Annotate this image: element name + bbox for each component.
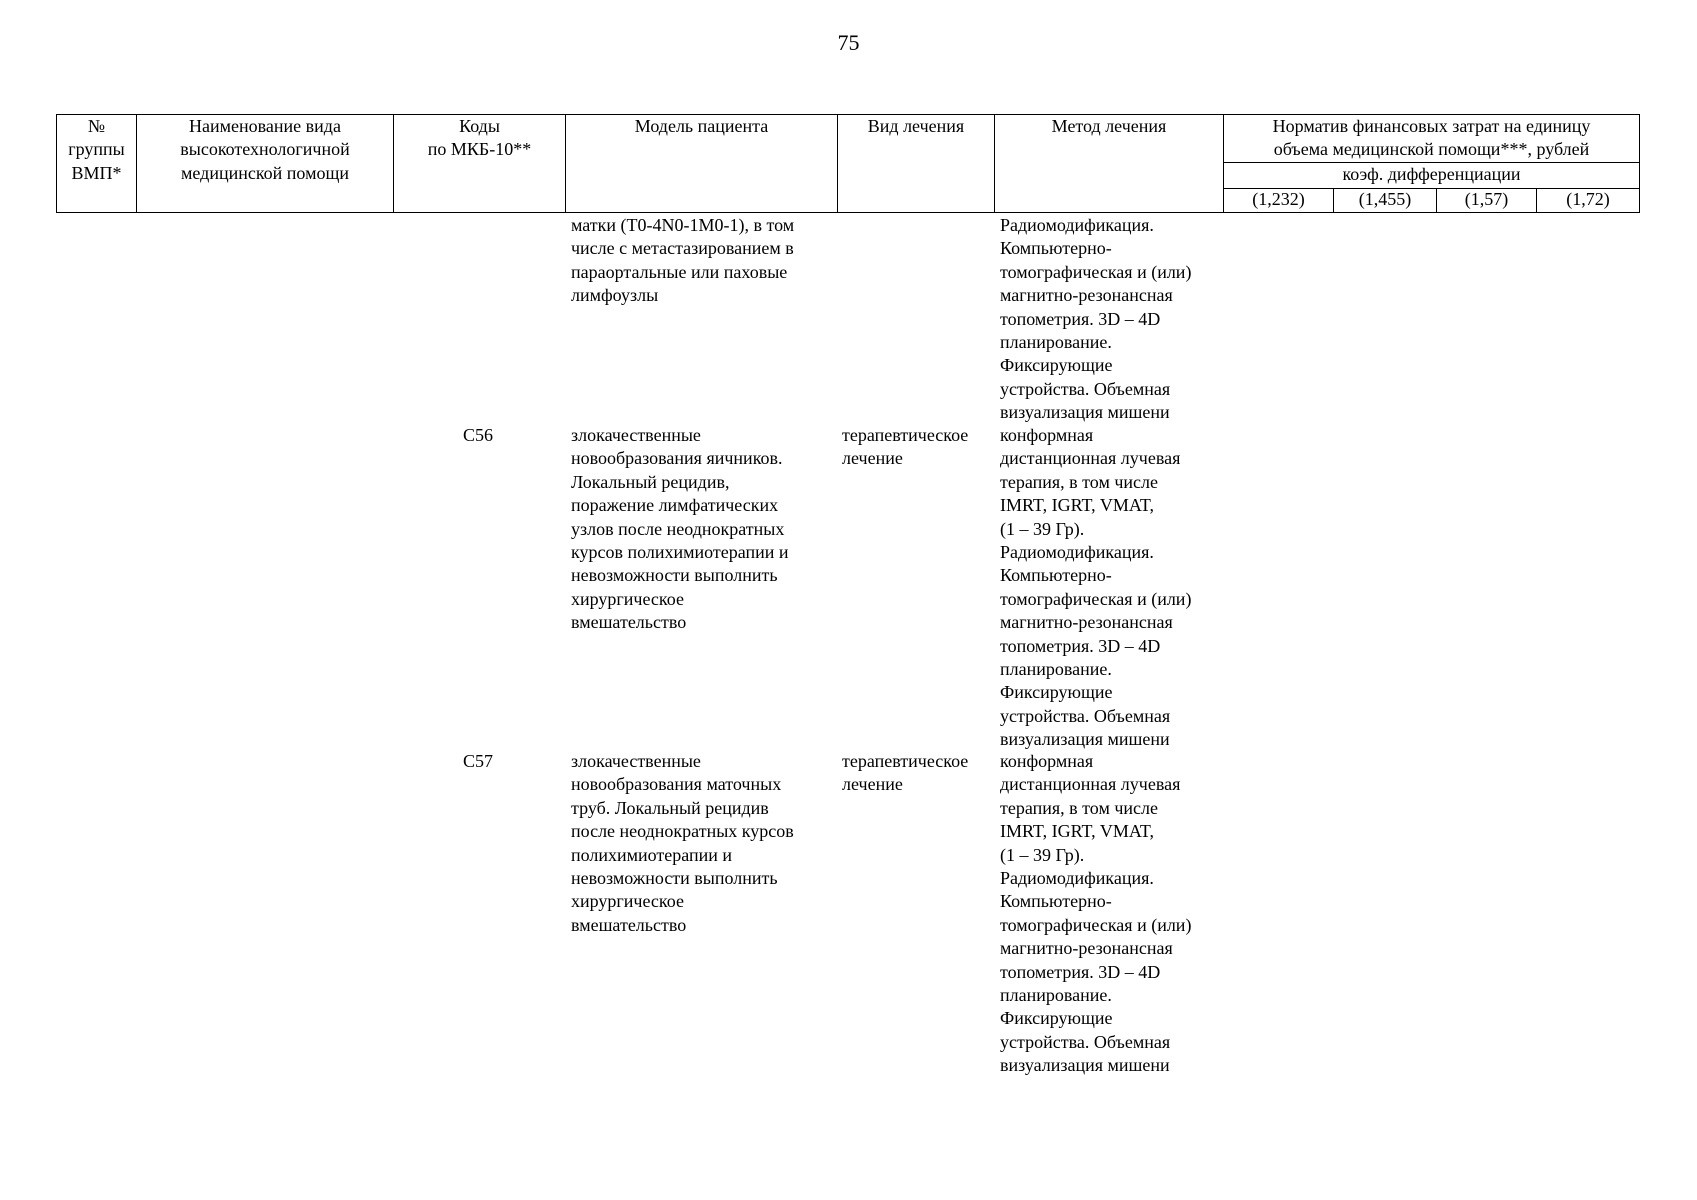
continuation-patient-model: матки (T0-4N0-1M0-1), в том числе с метастазированием в параортальные или паховые лимфоузлы bbox=[571, 215, 795, 306]
header-care-name: Наименование вида высокотехнологичной медицинской помощи bbox=[137, 115, 394, 213]
row-icd-code: C56 bbox=[463, 425, 494, 445]
row-treatment-type: терапевтическое лечение bbox=[842, 751, 969, 795]
coef-value: (1,57) bbox=[1437, 188, 1537, 212]
header-patient-model: Модель пациента bbox=[566, 115, 838, 213]
header-cost-norm: Норматив финансовых затрат на единицу объема медицинской помощи***, рублей bbox=[1224, 115, 1640, 163]
row-icd-code: C57 bbox=[463, 751, 494, 771]
header-coef-label: коэф. дифференциации bbox=[1224, 163, 1640, 188]
page-number: 75 bbox=[837, 30, 860, 55]
header-icd-codes: Коды по МКБ-10** bbox=[394, 115, 566, 213]
header-treatment-method: Метод лечения bbox=[995, 115, 1224, 213]
coef-value: (1,72) bbox=[1537, 188, 1640, 212]
row-treatment-method: конформная дистанционная лучевая терапия, в том числе IMRT, IGRT, VMAT, (1 – 39 Гр). Радиомодификация. Компьютерно- томографическая и (или) магнитно-резонансная топометрия. 3D – 4D планирование. Фиксирующие устройства. Объемная визуализация мишени bbox=[1000, 751, 1192, 1076]
row-patient-model: злокачественные новообразования маточных труб. Локальный рецидив после неоднократных курсов полихимиотерапии и невозможности выполнить хирургическое вмешательство bbox=[571, 751, 794, 935]
continuation-method: Радиомодификация. Компьютерно- томографическая и (или) магнитно-резонансная топометрия. 3D – 4D планирование. Фиксирующие устройства. Объемная визуализация мишени bbox=[1000, 215, 1192, 423]
row-treatment-method: конформная дистанционная лучевая терапия, в том числе IMRT, IGRT, VMAT, (1 – 39 Гр). Радиомодификация. Компьютерно- томографическая и (или) магнитно-резонансная топометрия. 3D – 4D планирование. Фиксирующие устройства. Объемная визуализация мишени bbox=[1000, 425, 1192, 750]
coef-value: (1,455) bbox=[1334, 188, 1437, 212]
table-header bbox=[56, 114, 1640, 213]
row-treatment-type: терапевтическое лечение bbox=[842, 425, 969, 469]
header-group-no: № группы ВМП* bbox=[57, 115, 137, 213]
row-patient-model: злокачественные новообразования яичников. Локальный рецидив, поражение лимфатических узлов после неоднократных курсов полихимиотерапии и невозможности выполнить хирургическое вмешательство bbox=[571, 425, 789, 633]
header-treatment-type: Вид лечения bbox=[838, 115, 995, 213]
coef-value: (1,232) bbox=[1224, 188, 1334, 212]
